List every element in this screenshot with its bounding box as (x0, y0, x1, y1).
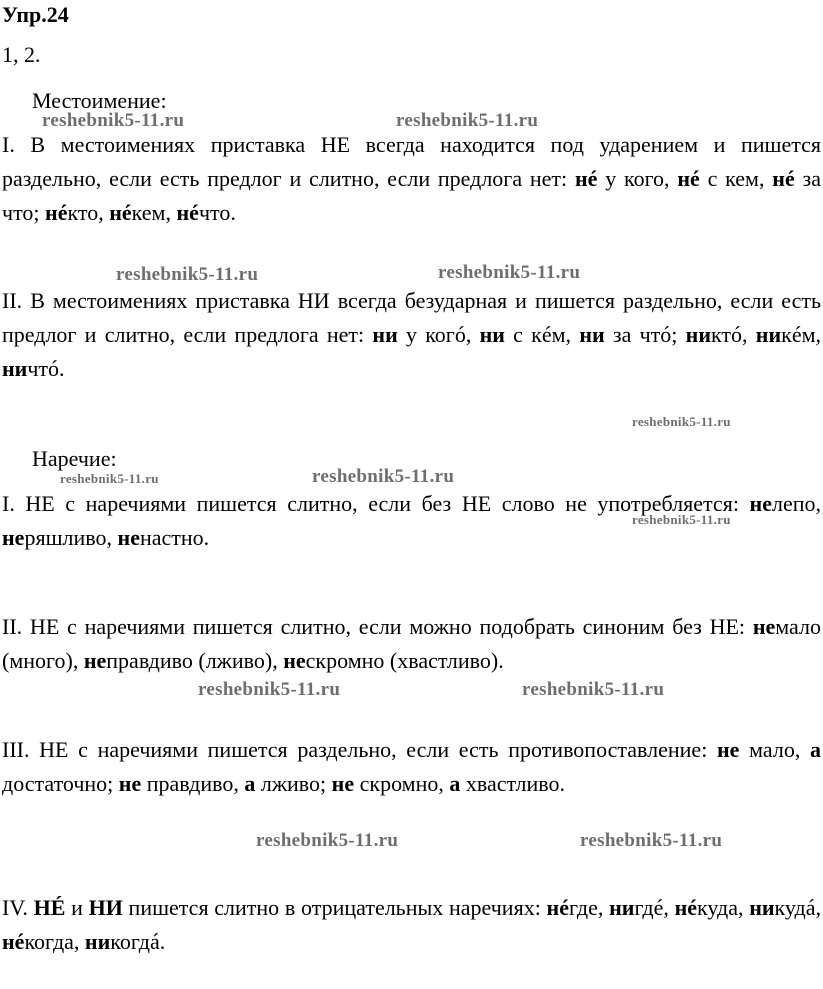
watermark: reshebnik5-11.ru (580, 830, 723, 851)
watermark: reshebnik5-11.ru (396, 110, 539, 131)
adverb-rule-2: II. НЕ с наречиями пишется слитно, если можно подобрать синоним без НЕ: немало (много), неправдиво (лживо), нескромно (хвастливо). (2, 614, 821, 673)
exercise-subtitle: 1, 2. (2, 42, 41, 67)
watermark: reshebnik5-11.ru (60, 471, 159, 486)
watermark: reshebnik5-11.ru (198, 679, 341, 700)
watermark: reshebnik5-11.ru (438, 262, 581, 283)
adverb-rule-3: III. НЕ с наречиями пишется раздельно, если есть противопоставление: не мало, а достаточно; не правдиво, а лживо; не скромно, а хвастливо. (2, 737, 821, 796)
adverb-heading: Наречие: (32, 446, 117, 471)
watermark: reshebnik5-11.ru (632, 512, 731, 527)
watermark: reshebnik5-11.ru (522, 679, 665, 700)
pronoun-rule-1: I. В местоимениях приставка НЕ всегда находится под ударением и пишется раздельно, если есть предлог и слитно, если предлога нет: нé у кого, нé с кем, нé за что; нéкто, нéкем, нéчто. (2, 132, 821, 225)
watermark: reshebnik5-11.ru (42, 110, 185, 131)
adverb-rule-4: IV. НÉ и НИ пишется слитно в отрицательных наречиях: нéгде, нигдé, нéкуда, никудá, нéкогда, никогдá. (2, 895, 821, 954)
watermark: reshebnik5-11.ru (256, 830, 399, 851)
watermark: reshebnik5-11.ru (312, 466, 455, 487)
exercise-title: Упр.24 (2, 2, 69, 27)
adverb-rule-1: I. НЕ с наречиями пишется слитно, если без НЕ слово не употребляется: нелепо, неряшливо, ненастно. (2, 491, 821, 550)
pronoun-heading: Местоимение: (32, 88, 167, 113)
watermark: reshebnik5-11.ru (632, 414, 731, 429)
watermark: reshebnik5-11.ru (116, 264, 259, 285)
pronoun-rule-2: II. В местоимениях приставка НИ всегда безударная и пишется раздельно, если есть предлог и слитно, если предлога нет: ни у когó, ни с кéм, ни за чтó; никтó, никéм, ничтó. (2, 288, 822, 381)
